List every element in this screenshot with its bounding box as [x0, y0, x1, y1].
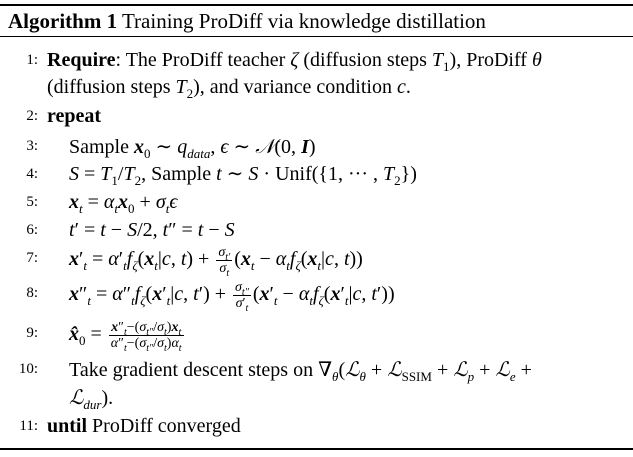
line-number: 8: — [26, 285, 38, 301]
fraction: $\frac{\sigma_{t''}}{\sigma'_t}$ — [235, 280, 249, 314]
line-number: 11: — [19, 418, 38, 434]
line-content: $x_t = \alpha_tx_0 + \sigma_t\epsilon$ — [69, 191, 178, 216]
line-content: $S = T_1/T_2$, Sample t ∼ S · Unif({1, ··· , $T_2$}) — [69, 163, 417, 188]
line-number: 10: — [18, 361, 38, 377]
line-number: 9: — [26, 325, 38, 341]
line-content: Take gradient descent steps on $\nabla_\theta(ℒ_\theta$ + ℒ$_{SSIM}$ + ℒ$_p$ + ℒ$_e$ + — [69, 357, 532, 384]
algorithm-title — [8, 8, 486, 34]
fraction: $\frac{\sigma_{t'}}{\sigma_t}$ — [218, 245, 231, 279]
keyword: repeat — [47, 105, 102, 127]
line-content: $x'_t = \alpha'_tf_\zeta(x_t|c$, t) + $\frac{\sigma_{t'}}{\sigma_t}$ ($x_t - \alpha_tf_\zeta(x_t|c$, t)) — [69, 245, 363, 279]
line-content: Sample $x_0$ ∼ $q_{data}$, ϵ ∼ 𝒩(0, I) — [69, 134, 316, 161]
line-content: Require: The ProDiff teacher ζ (diffusion steps $T_1$), ProDiff θ — [47, 49, 542, 74]
line-number: 2: — [26, 108, 38, 124]
line-content: ℒ$_{dur}$). — [69, 385, 114, 412]
line-number: 6: — [26, 222, 38, 238]
line-number: 5: — [26, 194, 38, 210]
keyword: Require — [47, 49, 116, 71]
line-number: 7: — [26, 250, 38, 266]
line-content: until ProDiff converged — [47, 415, 241, 437]
title-rule — [0, 36, 633, 37]
algorithm-label: Algorithm 1 — [8, 9, 118, 33]
fraction: $\frac{x''_t-(\sigma_{t''}/\sigma_t)x_t}{\alpha''_t-(\sigma_{t''}/\sigma_t)\alpha_t}$ — [110, 320, 182, 354]
line-number: 3: — [26, 138, 38, 154]
line-content: $x̂_0$ = $\frac{x''_t-(\sigma_{t''}/\sigma_t)x_t}{\alpha''_t-(\sigma_{t''}/\sigma_t)\alpha_t}$ — [69, 320, 182, 354]
line-content: (diffusion steps $T_2$), and variance condition c. — [47, 76, 411, 101]
line-number: 4: — [26, 166, 38, 182]
bottom-rule — [0, 448, 633, 450]
line-content: $x''_t = \alpha''_tf_\zeta(x'_t|c$, t′) + $\frac{\sigma_{t''}}{\sigma'_t}$ ($x'_t - \alpha_tf_\zeta(x'_t|c$, t′)) — [69, 280, 395, 314]
line-content: t′ = t − S/2, t″ = t − S — [69, 219, 235, 241]
algorithm-caption: Training ProDiff via knowledge distillation — [121, 9, 486, 33]
top-rule — [0, 4, 633, 6]
line-number: 1: — [26, 52, 38, 68]
keyword: until — [47, 415, 88, 437]
